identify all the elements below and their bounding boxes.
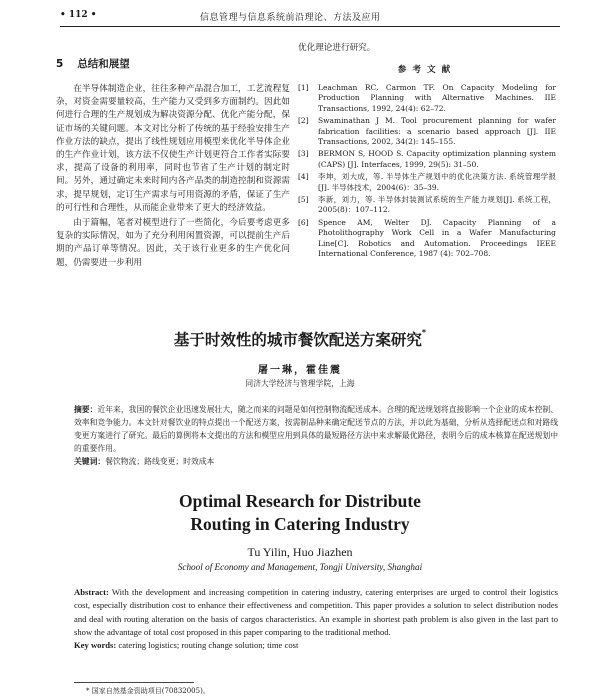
reference-text: BERMON S, HOOD S. Capacity optimization planning system (CAPS) [J]. Interfaces, 1999, 29(5): 31–50. [318,149,556,169]
reference-number: [4] [298,172,309,182]
reference-text: Leachman RC, Carmon TF. On Capacity Modeling for Production Planning with Alternative Machines. IIE Transactions, 1992, 24(4): 62–72. [318,83,556,113]
article-title-cn [0,328,600,350]
continuation-text: 优化理论进行研究。 [298,43,376,53]
article-title-en-line2: Routing in Catering Industry [190,514,410,534]
reference-item [298,172,556,193]
abstract-cn-label: 摘要： [74,405,98,414]
left-column [56,42,290,272]
keywords-en-text: catering logistics; routing change solution; time cost [118,640,299,651]
abstract-en-label: Abstract: [74,587,109,597]
section-heading [56,56,290,71]
reference-item [298,218,556,260]
section-number: 5 [56,58,64,70]
reference-text: Swaminathan J M. Tool procurement planning for wafer fabrication facilities: a scenario based approach [J]. IIE Transactions, 2002, 34(2): 145–155. [318,116,556,147]
abstract-cn [74,403,558,468]
abstract-cn-text: 近年来，我国的餐饮企业迅速发展壮大，随之而来的问题是如何控制物流配送成本。合理的配送规划将直接影响一个企业的成本控制、效率和竞争能力。本文针对餐饮业的特点提出一个配送方案，按需制品种来确定配送节点的方法，并以此为基础，分析从选择配送点和对路线变更方案进行了研究。最后的算例将本文提出的方法和模型应用到具体的最短路径方法中来求解最优路径，表明今后的成本核算在配送规划中的重要作用。 [74,405,558,453]
reference-number: [6] [298,217,309,227]
references-heading: 参考文献 [397,65,457,75]
reference-number: [2] [298,116,309,126]
reference-number: [1] [298,83,309,92]
footnote-divider [74,682,194,683]
reference-text: 李坤，刘大成，等. 半导体生产规划中的优化决策方法. 系统管理学报[J]. 半导体技术，2004(6)：35–39. [318,172,556,192]
keywords-en-label: Key words: [74,640,117,651]
conclusion-paragraph: 由于篇幅，笔者对模型进行了一些简化，今后要考虑更多复杂的实际情况，如为了充分利用闲置资源，可以提前生产后期的产品订单等情况。因此，关于该行业更多的生产优化问题，仍需要进一步利用 [56,218,290,268]
authors-en: Tu Yilin, Huo Jiazhen [247,545,353,559]
running-title: 信息管理与信息系统前沿理论、方法及应用 [200,13,381,23]
authors-cn: 屠一琳，霍佳震 [258,365,342,376]
abstract-en-text: With the development and increasing competition in catering industry, catering enterprises are urged to control their logistics cost, especially distribution cost to enhance their effectiveness and competition. This paper provides a solution to select distribution nodes and deal with routing alteration on the basis of cargos characteristics. An example in shortest path problem is also given in the last part to show the advantage of total cost proposed in this paper comparing to the traditional method. [74,587,559,637]
article-title-cn-text: 基于时效性的城市餐饮配送方案研究 [173,331,422,349]
keywords-cn-label: 关键词： [74,457,106,466]
conclusion-paragraph: 在半导体制造企业，往往多种产品混合加工，工艺流程复杂，对资金需要量较高，生产能力又受到多方面制约。因此如何进行合理的生产规划成为解决资源分配、优化产能分配，保证市场的关键问题。本文对比分析了传统的基于经验安排生产作业方法的缺点，提出了线性规划应用模型来优化半导体企业的生产作业计划，该方法不仅使生产计划更符合工作者实际要求，提高了设备的利用率，同时也节省了生产计划的制定时间。另外，通过确定未来时间内各产品类的制造控制和资源需求，提早规划，定订生产需求与可用资源的矛盾，保证了生产的可行性和合理性，从而能企业带来了更大的经济效益。 [56,84,290,213]
title-footnote-mark: * [421,328,427,337]
right-column [298,42,556,262]
article-title-en [0,490,600,536]
affiliation-cn: 同济大学经济与管理学院，上海 [245,379,355,388]
reference-text: Spence AM, Welter DJ. Capacity Planning of a Photolithography Work Cell in a Wafer Manufacturing Line[C]. Robotics and Automation. Proceedings IEEE International Conference, 1987 (4): 702–708. [318,217,556,259]
footnote: * 国家自然基金资助项目(70832005)。 [86,687,210,695]
reference-item [298,195,556,216]
reference-item [298,149,556,170]
abstract-en [74,586,558,652]
running-header [60,8,560,27]
reference-number: [3] [298,149,309,159]
reference-item [298,116,556,147]
reference-text: 李新，刘力，等. 半导体封装测试系统的生产能力规划[J]. 系统工程，2005(8)：107–112. [318,195,556,215]
section-title: 总结和展望 [77,58,130,70]
reference-number: [5] [298,195,309,205]
reference-item [298,83,556,114]
affiliation-en: School of Economy and Management, Tongji University, Shanghai [177,562,423,572]
page-number: • 112 • [60,10,97,20]
keywords-cn-text: 餐饮物流；路线变更；时效成本 [105,457,215,466]
article-title-en-line1: Optimal Research for Distribute [179,491,421,511]
